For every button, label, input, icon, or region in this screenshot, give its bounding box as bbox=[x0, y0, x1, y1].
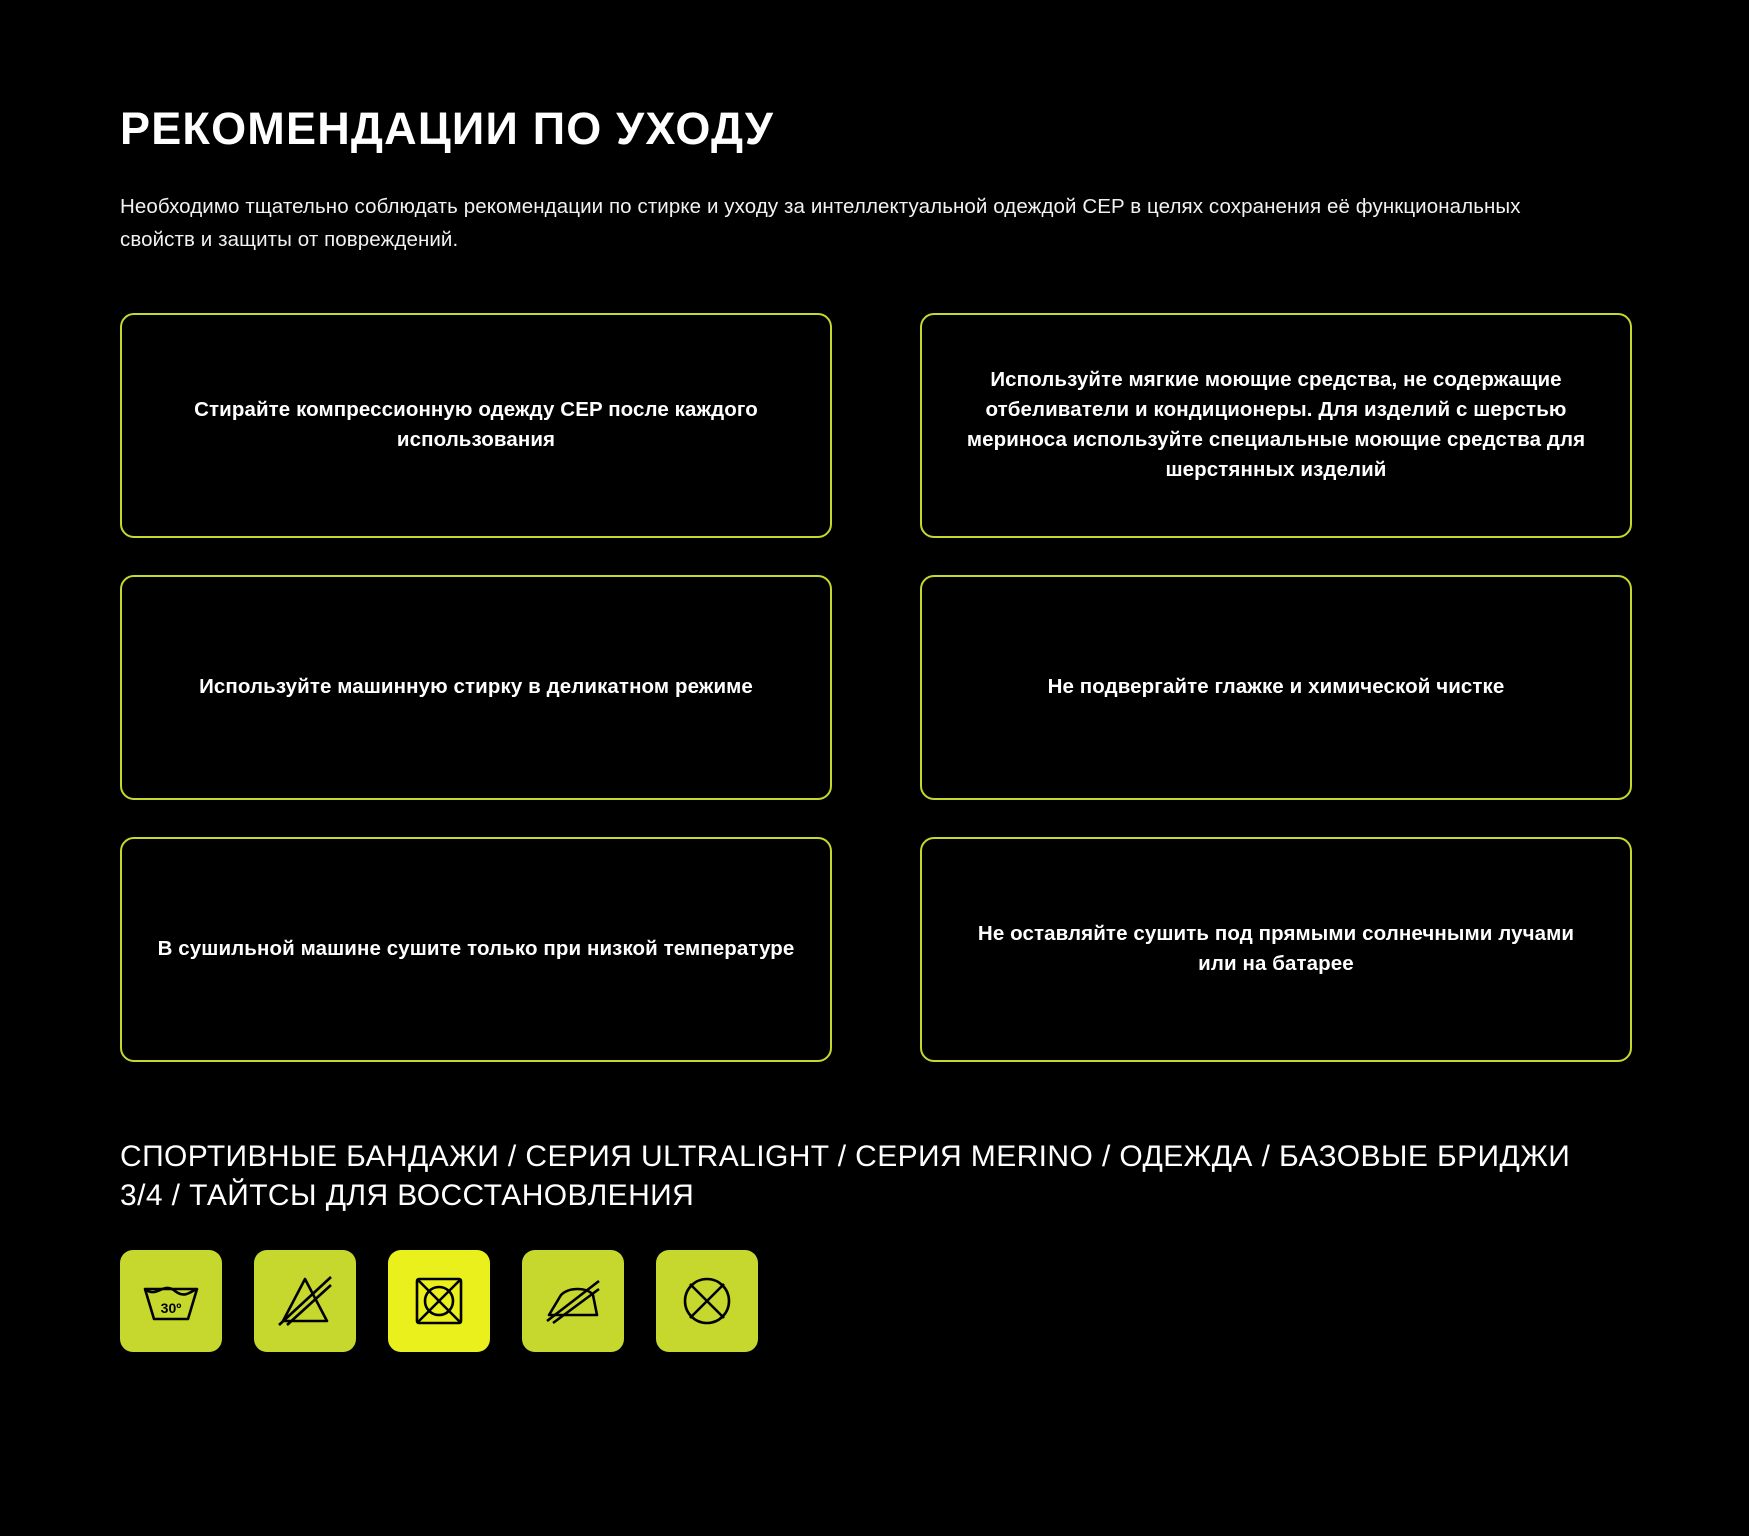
care-card bbox=[920, 837, 1632, 1062]
intro-text: Необходимо тщательно соблюдать рекомендации по стирке и уходу за интеллектуальной одеждой CEP в целях сохранения её функциональных свойств и защиты от повреждений. bbox=[120, 195, 1521, 252]
care-card-text: Используйте мягкие моющие средства, не содержащие отбеливатели и кондиционеры. Для изделий с шерстью мериноса используйте специальные моющие средства для шерстянных изделий bbox=[966, 367, 1586, 482]
care-card bbox=[120, 575, 832, 800]
page-title: РЕКОМЕНДАЦИИ ПО УХОДУ bbox=[120, 103, 775, 154]
care-card-text: Стирайте компрессионную одежду CEP после каждого использования bbox=[194, 397, 758, 452]
do-not-tumble-dry-icon bbox=[388, 1250, 490, 1352]
care-card bbox=[920, 313, 1632, 538]
care-card-text: Не оставляйте сушить под прямыми солнечными лучами или на батарее bbox=[977, 921, 1575, 976]
footer bbox=[120, 1137, 1629, 1352]
product-categories: СПОРТИВНЫЕ БАНДАЖИ / СЕРИЯ ULTRALIGHT / СЕРИЯ MERINO / ОДЕЖДА / БАЗОВЫЕ БРИДЖИ 3/4 / ТАЙТСЫ ДЛЯ ВОССТАНОВЛЕНИЯ bbox=[120, 1139, 1571, 1213]
care-card bbox=[120, 837, 832, 1062]
do-not-iron-icon bbox=[522, 1250, 624, 1352]
care-card bbox=[920, 575, 1632, 800]
svg-text:30º: 30º bbox=[160, 1299, 182, 1316]
care-card-text: Не подвергайте глажке и химической чистке bbox=[1047, 674, 1505, 698]
do-not-bleach-icon bbox=[254, 1250, 356, 1352]
care-symbols bbox=[120, 1250, 1629, 1352]
do-not-dry-clean-icon bbox=[656, 1250, 758, 1352]
care-card bbox=[120, 313, 832, 538]
care-card-text: В сушильной машине сушите только при низкой температуре bbox=[157, 936, 795, 960]
care-cards-grid bbox=[120, 313, 1629, 1062]
care-card-text: Используйте машинную стирку в деликатном режиме bbox=[199, 674, 753, 698]
wash-30-icon bbox=[120, 1250, 222, 1352]
